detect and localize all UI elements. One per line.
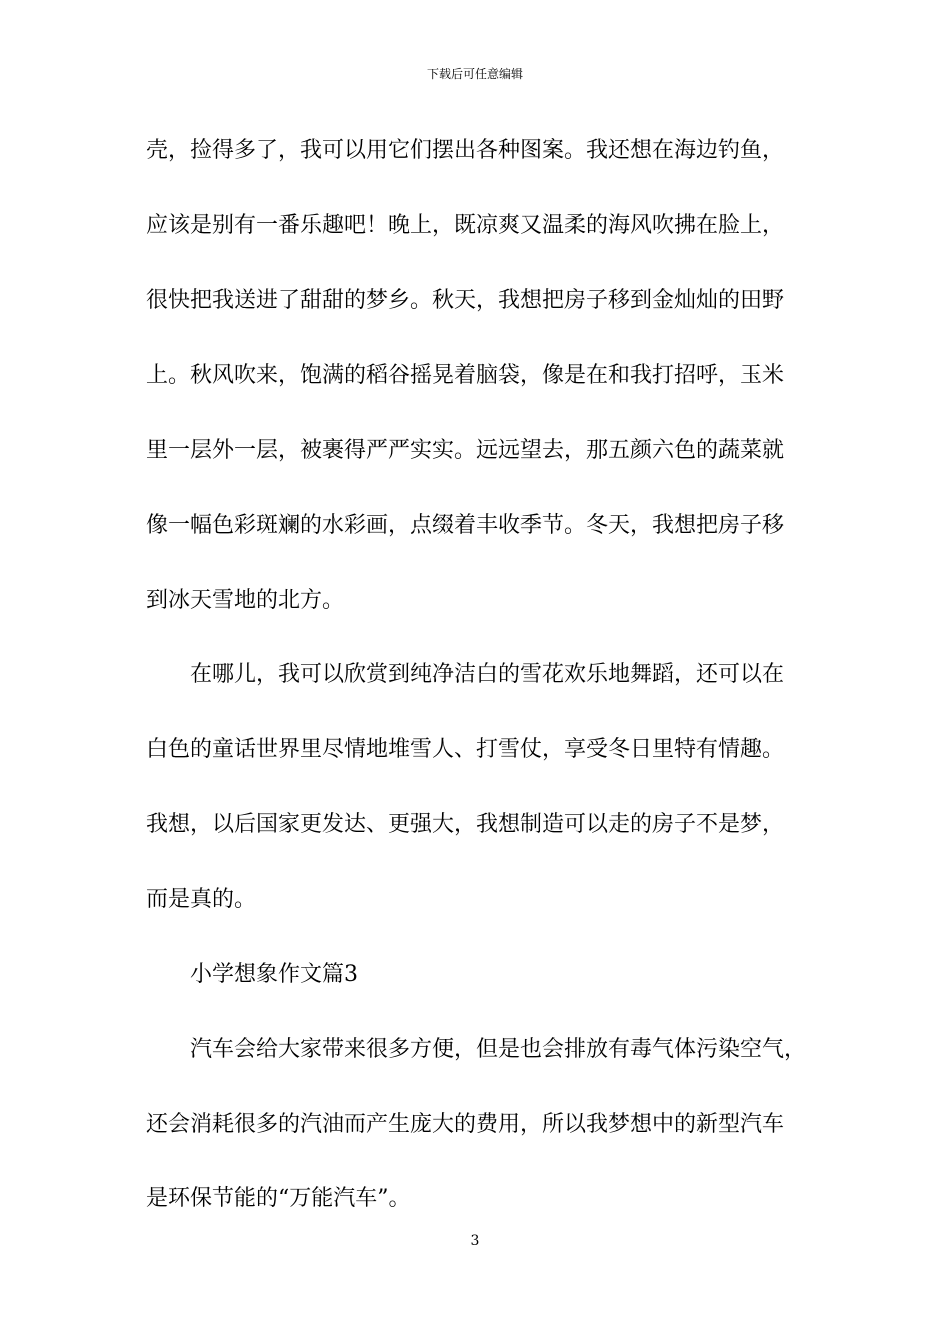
body-line: 在哪儿，我可以欣赏到纯净洁白的雪花欢乐地舞蹈，还可以在 (190, 662, 785, 687)
body-line: 像一幅色彩斑斓的水彩画，点缀着丰收季节。冬天，我想把房子移 (146, 513, 785, 538)
page-header: 下载后可任意编辑 (426, 67, 523, 81)
body-line: 白色的童话世界里尽情地堆雪人、打雪仗，享受冬日里特有情趣。 (146, 737, 785, 762)
body-line: 还会消耗很多的汽油而产生庞大的费用，所以我梦想中的新型汽车 (146, 1112, 785, 1137)
body-line: 是环保节能的“万能汽车”。 (146, 1186, 411, 1211)
body-line: 里一层外一层，被裹得严严实实。远远望去，那五颜六色的蔬菜就 (146, 438, 785, 463)
section-heading: 小学想象作文篇3 (190, 962, 358, 987)
body-line: 到冰天雪地的北方。 (146, 588, 345, 613)
body-line: 汽车会给大家带来很多方便，但是也会排放有毒气体污染空气， (190, 1037, 807, 1062)
body-line: 应该是别有一番乐趣吧！晚上，既凉爽又温柔的海风吹拂在脸上， (146, 213, 785, 238)
body-line: 而是真的。 (146, 887, 257, 912)
body-line: 上。秋风吹来，饱满的稻谷摇晃着脑袋，像是在和我打招呼，玉米 (146, 363, 785, 388)
page-number: 3 (470, 1233, 480, 1249)
body-line: 壳，捡得多了，我可以用它们摆出各种图案。我还想在海边钓鱼， (146, 138, 785, 163)
body-line: 我想，以后国家更发达、更强大，我想制造可以走的房子不是梦， (146, 812, 785, 837)
body-line: 很快把我送进了甜甜的梦乡。秋天，我想把房子移到金灿灿的田野 (146, 288, 785, 313)
